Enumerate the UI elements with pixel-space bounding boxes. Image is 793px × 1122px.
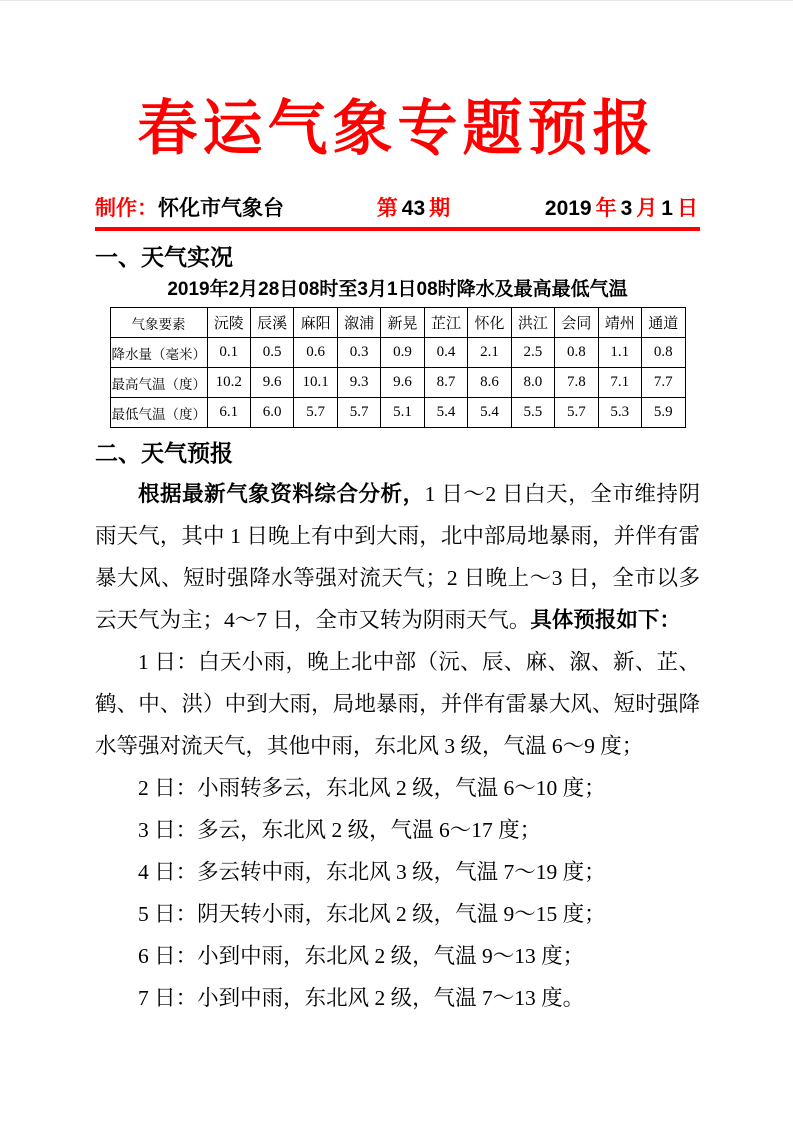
table-row-label: 最高气温（度） xyxy=(110,368,207,398)
table-header-city: 洪江 xyxy=(511,308,554,338)
table-header-row xyxy=(110,308,685,338)
table-cell-value: 0.3 xyxy=(337,338,380,368)
document-title: 春运气象专题预报 xyxy=(137,96,658,162)
forecast-intro-lead: 根据最新气象资料综合分析， xyxy=(138,482,425,506)
table-cell-value: 6.1 xyxy=(207,398,250,428)
table-cell-value: 1.1 xyxy=(598,338,641,368)
table-header-element-label: 气象要素 xyxy=(110,308,207,338)
table-cell-value: 5.5 xyxy=(511,398,554,428)
forecast-day-3: 3 日：多云，东北风 2 级，气温 6～17 度； xyxy=(138,818,542,842)
table-cell-value: 9.6 xyxy=(250,368,293,398)
forecast-day-6: 6 日：小到中雨，东北风 2 级，气温 9～13 度； xyxy=(138,944,585,968)
issue-date xyxy=(543,197,700,221)
forecast-day-7: 7 日：小到中雨，东北风 2 级，气温 7～13 度。 xyxy=(138,986,585,1010)
date-day: 1 xyxy=(661,197,673,220)
table-cell-value: 5.7 xyxy=(294,398,337,428)
table-header-city: 新晃 xyxy=(381,308,424,338)
table-header-city: 麻阳 xyxy=(294,308,337,338)
forecast-day-2: 2 日：小雨转多云，东北风 2 级，气温 6～10 度； xyxy=(138,776,606,800)
table-row xyxy=(110,368,685,398)
date-year: 2019 xyxy=(544,197,592,220)
forecast-intro-tail: 具体预报如下： xyxy=(530,608,681,632)
table-cell-value: 10.2 xyxy=(207,368,250,398)
table-cell-value: 0.1 xyxy=(207,338,250,368)
table-cell-value: 0.5 xyxy=(250,338,293,368)
table-row xyxy=(110,398,685,428)
forecast-day-1: 1 日：白天小雨，晚上北中部（沅、辰、麻、溆、新、芷、鹤、中、洪）中到大雨，局地暴雨，并伴有雷暴大风、短时强降水等强对流天气，其他中雨，东北风 3 级，气温 6～9 度； xyxy=(95,650,700,758)
document-meta-row xyxy=(95,197,700,221)
producer-value: 怀化市气象台 xyxy=(158,197,284,220)
table-cell-value: 8.7 xyxy=(424,368,467,398)
table-header-city: 沅陵 xyxy=(207,308,250,338)
issue-suffix: 期 xyxy=(429,197,451,220)
forecast-days xyxy=(95,641,700,1019)
table-cell-value: 7.7 xyxy=(642,368,685,398)
issue-prefix: 第 xyxy=(376,197,398,220)
table-cell-value: 9.6 xyxy=(381,368,424,398)
table-header-city: 怀化 xyxy=(468,308,511,338)
table-cell-value: 0.9 xyxy=(381,338,424,368)
table-row-label: 最低气温（度） xyxy=(110,398,207,428)
forecast-intro-text: 1 日～2 日白天，全市维持阴雨天气，其中 1 日晚上有中到大雨，北中部局地暴雨，并伴有雷暴大风、短时强降水等强对流天气；2 日晚上～3 日，全市以多云天气为主；4～7 日，全市又转为阴雨天气。 xyxy=(95,482,700,632)
table-cell-value: 0.8 xyxy=(642,338,685,368)
issue-number xyxy=(375,197,452,221)
table-cell-value: 5.4 xyxy=(424,398,467,428)
table-header-city: 溆浦 xyxy=(337,308,380,338)
forecast-intro-paragraph xyxy=(95,473,700,641)
table-cell-value: 10.1 xyxy=(294,368,337,398)
table-cell-value: 7.8 xyxy=(555,368,598,398)
table-cell-value: 2.1 xyxy=(468,338,511,368)
table-cell-value: 0.6 xyxy=(294,338,337,368)
table-cell-value: 9.3 xyxy=(337,368,380,398)
table-row xyxy=(110,338,685,368)
table-header-city: 靖州 xyxy=(598,308,641,338)
weather-table-title: 2019年2月28日08时至3月1日08时降水及最高最低气温 xyxy=(167,279,628,300)
date-day-unit: 日 xyxy=(676,197,698,220)
forecast-day-5: 5 日：阴天转小雨，东北风 2 级，气温 9～15 度； xyxy=(138,902,606,926)
table-cell-value: 7.1 xyxy=(598,368,641,398)
weather-table xyxy=(110,307,686,428)
table-row-label: 降水量（毫米） xyxy=(110,338,207,368)
table-cell-value: 8.6 xyxy=(468,368,511,398)
table-header-city: 通道 xyxy=(642,308,685,338)
producer-label: 制作： xyxy=(95,197,158,220)
table-cell-value: 0.4 xyxy=(424,338,467,368)
date-month-unit: 月 xyxy=(636,197,658,220)
table-cell-value: 5.1 xyxy=(381,398,424,428)
table-cell-value: 5.4 xyxy=(468,398,511,428)
table-header-city: 辰溪 xyxy=(250,308,293,338)
table-cell-value: 5.7 xyxy=(337,398,380,428)
section-heading-actual-weather: 一、天气实况 xyxy=(95,244,233,270)
table-header-city: 芷江 xyxy=(424,308,467,338)
section-heading-forecast: 二、天气预报 xyxy=(95,440,233,466)
table-cell-value: 6.0 xyxy=(250,398,293,428)
producer xyxy=(95,197,284,221)
date-year-unit: 年 xyxy=(595,197,617,220)
table-cell-value: 5.9 xyxy=(642,398,685,428)
table-cell-value: 8.0 xyxy=(511,368,554,398)
forecast-body xyxy=(95,473,700,1019)
date-month: 3 xyxy=(620,197,633,220)
table-cell-value: 5.3 xyxy=(598,398,641,428)
table-header-city: 会同 xyxy=(555,308,598,338)
red-divider-rule xyxy=(95,227,700,231)
issue-value: 43 xyxy=(401,197,426,220)
table-cell-value: 0.8 xyxy=(555,338,598,368)
table-cell-value: 2.5 xyxy=(511,338,554,368)
table-cell-value: 5.7 xyxy=(555,398,598,428)
forecast-day-4: 4 日：多云转中雨，东北风 3 级，气温 7～19 度； xyxy=(138,860,606,884)
